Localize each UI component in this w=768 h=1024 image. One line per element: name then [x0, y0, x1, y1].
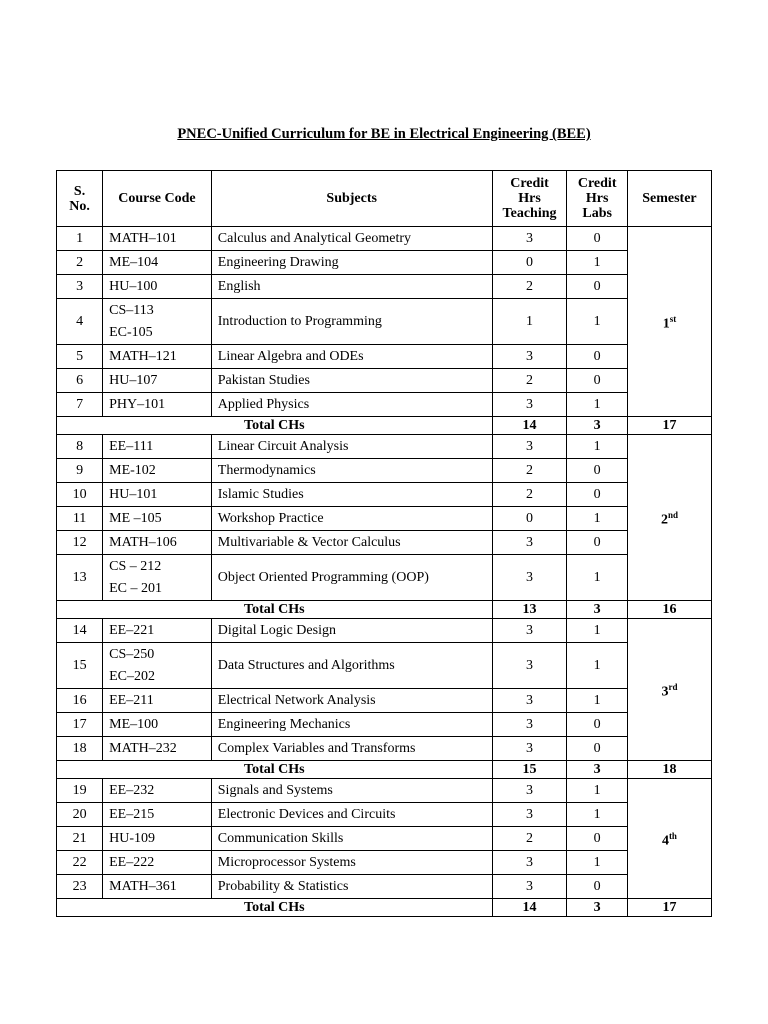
total-labs: 3 [567, 899, 627, 917]
course-code-text: EE–215 [109, 807, 155, 822]
course-row [57, 779, 712, 803]
semester-number: 4 [661, 833, 669, 849]
credit-teaching: 2 [492, 369, 567, 393]
credit-teaching: 3 [492, 875, 567, 899]
semester-label [627, 227, 711, 417]
course-subject: Calculus and Analytical Geometry [211, 227, 492, 251]
course-code [103, 827, 212, 851]
credit-teaching: 3 [492, 345, 567, 369]
total-label: Total CHs [57, 899, 493, 917]
credit-labs: 0 [567, 227, 627, 251]
total-teaching: 15 [492, 761, 567, 779]
credit-teaching: 3 [492, 531, 567, 555]
credit-teaching: 3 [492, 393, 567, 417]
course-code-text: EC – 201 [109, 580, 163, 596]
credit-labs: 1 [567, 507, 627, 531]
credit-teaching: 3 [492, 643, 567, 689]
course-sno: 4 [57, 299, 103, 345]
credit-teaching: 3 [492, 803, 567, 827]
course-row [57, 713, 712, 737]
course-subject: Engineering Mechanics [211, 713, 492, 737]
credit-teaching: 3 [492, 713, 567, 737]
course-sno: 20 [57, 803, 103, 827]
course-row [57, 345, 712, 369]
credit-labs: 1 [567, 643, 627, 689]
course-sno: 8 [57, 435, 103, 459]
course-sno: 17 [57, 713, 103, 737]
total-label: Total CHs [57, 761, 493, 779]
course-row [57, 299, 712, 345]
course-row [57, 643, 712, 689]
total-row [57, 601, 712, 619]
credit-labs: 0 [567, 345, 627, 369]
course-code-text: HU–100 [109, 279, 158, 294]
course-code-text: EE–111 [109, 439, 154, 454]
total-label: Total CHs [57, 417, 493, 435]
course-code-text: HU–101 [109, 487, 158, 502]
course-code [103, 779, 212, 803]
credit-teaching: 0 [492, 507, 567, 531]
header-credit-labs: Credit Hrs Labs [567, 171, 627, 227]
credit-labs: 0 [567, 737, 627, 761]
course-subject: Probability & Statistics [211, 875, 492, 899]
course-subject: Microprocessor Systems [211, 851, 492, 875]
course-sno: 19 [57, 779, 103, 803]
course-row [57, 459, 712, 483]
total-labs: 3 [567, 761, 627, 779]
credit-labs: 1 [567, 689, 627, 713]
course-code [103, 875, 212, 899]
total-semester: 17 [627, 417, 711, 435]
course-row [57, 435, 712, 459]
course-subject: Object Oriented Programming (OOP) [211, 555, 492, 601]
course-row [57, 619, 712, 643]
course-row [57, 483, 712, 507]
course-row [57, 737, 712, 761]
course-code [103, 483, 212, 507]
semester-label [627, 619, 711, 761]
credit-teaching: 3 [492, 555, 567, 601]
course-subject: Linear Circuit Analysis [211, 435, 492, 459]
semester-number: 3 [661, 684, 669, 700]
course-code-text: MATH–106 [109, 535, 177, 550]
total-row [57, 761, 712, 779]
course-sno: 16 [57, 689, 103, 713]
course-code-text: MATH–361 [109, 879, 177, 894]
course-sno: 1 [57, 227, 103, 251]
course-subject: Signals and Systems [211, 779, 492, 803]
credit-labs: 1 [567, 299, 627, 345]
course-subject: Complex Variables and Transforms [211, 737, 492, 761]
credit-labs: 1 [567, 555, 627, 601]
total-labs: 3 [567, 417, 627, 435]
course-code [103, 251, 212, 275]
credit-teaching: 2 [492, 459, 567, 483]
course-sno: 12 [57, 531, 103, 555]
course-subject: Islamic Studies [211, 483, 492, 507]
course-code-text: ME –105 [109, 511, 162, 526]
course-code [103, 689, 212, 713]
course-code-text: CS–250 [109, 646, 155, 662]
header-subjects: Subjects [211, 171, 492, 227]
semester-label [627, 779, 711, 899]
course-code-text: EE–222 [109, 855, 155, 870]
course-subject: Multivariable & Vector Calculus [211, 531, 492, 555]
course-sno: 22 [57, 851, 103, 875]
course-row [57, 875, 712, 899]
credit-teaching: 3 [492, 779, 567, 803]
credit-teaching: 2 [492, 827, 567, 851]
course-code [103, 643, 212, 689]
course-code [103, 555, 212, 601]
course-sno: 9 [57, 459, 103, 483]
header-course-code: Course Code [103, 171, 212, 227]
course-row [57, 851, 712, 875]
course-row [57, 689, 712, 713]
credit-labs: 0 [567, 531, 627, 555]
course-code [103, 459, 212, 483]
course-subject: Introduction to Programming [211, 299, 492, 345]
credit-labs: 0 [567, 483, 627, 507]
credit-teaching: 3 [492, 619, 567, 643]
document-title: PNEC-Unified Curriculum for BE in Electrical Engineering (BEE) [177, 126, 591, 142]
credit-teaching: 3 [492, 851, 567, 875]
total-semester: 16 [627, 601, 711, 619]
course-row [57, 507, 712, 531]
credit-labs: 0 [567, 275, 627, 299]
credit-labs: 0 [567, 369, 627, 393]
course-code-text: EC-105 [109, 324, 153, 340]
credit-teaching: 3 [492, 227, 567, 251]
credit-labs: 0 [567, 875, 627, 899]
header-credit-teaching: Credit Hrs Teaching [492, 171, 567, 227]
course-code [103, 393, 212, 417]
course-code [103, 737, 212, 761]
course-row [57, 531, 712, 555]
course-row [57, 555, 712, 601]
course-code [103, 299, 212, 345]
course-row [57, 393, 712, 417]
credit-teaching: 3 [492, 737, 567, 761]
credit-teaching: 1 [492, 299, 567, 345]
course-row [57, 275, 712, 299]
course-subject: Applied Physics [211, 393, 492, 417]
total-label: Total CHs [57, 601, 493, 619]
total-row [57, 417, 712, 435]
course-subject: Electrical Network Analysis [211, 689, 492, 713]
course-row [57, 803, 712, 827]
header-row [57, 171, 712, 227]
course-sno: 10 [57, 483, 103, 507]
course-code-text: MATH–232 [109, 741, 177, 756]
course-code-text: MATH–121 [109, 349, 177, 364]
credit-labs: 0 [567, 827, 627, 851]
course-subject: Workshop Practice [211, 507, 492, 531]
credit-labs: 0 [567, 713, 627, 737]
credit-labs: 1 [567, 779, 627, 803]
total-teaching: 14 [492, 417, 567, 435]
course-code [103, 369, 212, 393]
semester-suffix: st [669, 313, 677, 324]
header-sno: S. No. [57, 171, 103, 227]
course-code [103, 531, 212, 555]
course-row [57, 227, 712, 251]
course-sno: 18 [57, 737, 103, 761]
course-code [103, 619, 212, 643]
course-code-text: EE–211 [109, 693, 154, 708]
credit-labs: 1 [567, 393, 627, 417]
course-sno: 23 [57, 875, 103, 899]
course-subject: Linear Algebra and ODEs [211, 345, 492, 369]
course-row [57, 251, 712, 275]
course-sno: 14 [57, 619, 103, 643]
course-sno: 15 [57, 643, 103, 689]
total-teaching: 14 [492, 899, 567, 917]
course-subject: Pakistan Studies [211, 369, 492, 393]
course-code-text: ME–100 [109, 717, 159, 732]
total-labs: 3 [567, 601, 627, 619]
course-subject: English [211, 275, 492, 299]
total-semester: 17 [627, 899, 711, 917]
course-code [103, 851, 212, 875]
credit-labs: 1 [567, 435, 627, 459]
course-row [57, 827, 712, 851]
credit-teaching: 0 [492, 251, 567, 275]
semester-suffix: rd [668, 681, 678, 692]
course-code [103, 227, 212, 251]
credit-labs: 1 [567, 803, 627, 827]
total-teaching: 13 [492, 601, 567, 619]
course-code [103, 803, 212, 827]
course-code-text: ME-102 [109, 463, 156, 478]
credit-labs: 0 [567, 459, 627, 483]
credit-teaching: 3 [492, 689, 567, 713]
credit-labs: 1 [567, 251, 627, 275]
course-code-text: EC–202 [109, 668, 156, 684]
course-sno: 13 [57, 555, 103, 601]
course-subject: Data Structures and Algorithms [211, 643, 492, 689]
course-subject: Communication Skills [211, 827, 492, 851]
total-row [57, 899, 712, 917]
course-subject: Thermodynamics [211, 459, 492, 483]
semester-label [627, 435, 711, 601]
semester-suffix: nd [667, 509, 678, 520]
total-semester: 18 [627, 761, 711, 779]
course-subject: Digital Logic Design [211, 619, 492, 643]
course-code-text: EE–232 [109, 783, 155, 798]
course-code [103, 713, 212, 737]
course-sno: 21 [57, 827, 103, 851]
course-subject: Electronic Devices and Circuits [211, 803, 492, 827]
course-row [57, 369, 712, 393]
course-code-text: HU-109 [109, 831, 156, 846]
course-code-text: MATH–101 [109, 231, 177, 246]
semester-number: 2 [660, 512, 668, 528]
course-code-text: CS – 212 [109, 558, 162, 574]
course-sno: 2 [57, 251, 103, 275]
course-code-text: ME–104 [109, 255, 159, 270]
semester-suffix: th [668, 830, 677, 841]
course-code [103, 275, 212, 299]
course-sno: 6 [57, 369, 103, 393]
header-semester: Semester [627, 171, 711, 227]
course-sno: 11 [57, 507, 103, 531]
credit-labs: 1 [567, 619, 627, 643]
curriculum-table [56, 170, 712, 917]
course-code-text: PHY–101 [109, 397, 166, 412]
credit-teaching: 2 [492, 275, 567, 299]
course-subject: Engineering Drawing [211, 251, 492, 275]
credit-teaching: 3 [492, 435, 567, 459]
course-code [103, 507, 212, 531]
course-code-text: CS–113 [109, 302, 154, 318]
credit-teaching: 2 [492, 483, 567, 507]
course-code [103, 345, 212, 369]
credit-labs: 1 [567, 851, 627, 875]
course-sno: 5 [57, 345, 103, 369]
semester-number: 1 [662, 316, 670, 332]
course-sno: 7 [57, 393, 103, 417]
course-code-text: HU–107 [109, 373, 158, 388]
course-sno: 3 [57, 275, 103, 299]
course-code-text: EE–221 [109, 623, 155, 638]
course-code [103, 435, 212, 459]
